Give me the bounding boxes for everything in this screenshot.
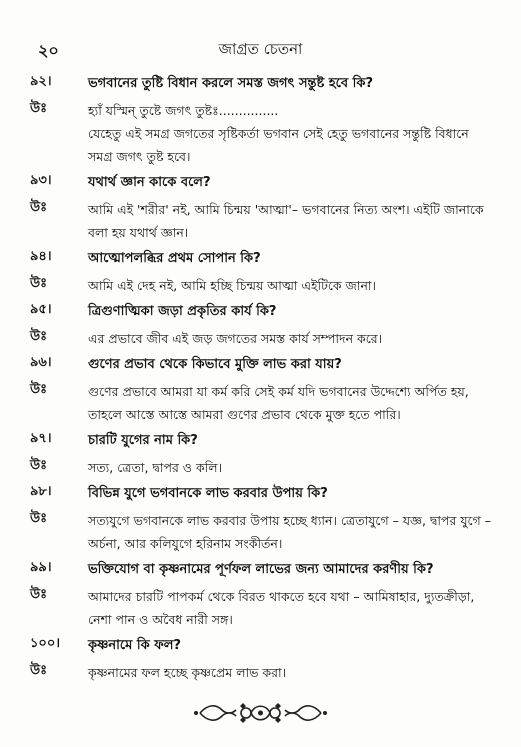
page-number: ২০ xyxy=(38,41,59,60)
question-row xyxy=(0,171,521,195)
answer-label: উঃ xyxy=(30,458,48,473)
question-number: ৯৯। xyxy=(30,560,52,575)
answer-label: উঃ xyxy=(30,663,48,678)
answer-label: উঃ xyxy=(30,101,48,116)
answer-text: কৃষ্ণনামের ফল হচ্ছে কৃষ্ণপ্রেম লাভ করা। xyxy=(88,665,287,680)
answer-row xyxy=(0,198,521,244)
answer-row xyxy=(0,327,521,350)
question-text: ত্রিগুণাত্মিকা জড়া প্রকৃতির কার্য কি? xyxy=(88,304,277,319)
page-header xyxy=(0,38,521,64)
answer-label: উঃ xyxy=(30,200,48,215)
question-row xyxy=(0,429,521,453)
answer-text: এর প্রভাবে জীব এই জড় জগতের সমস্ত কার্য সম্পাদন করে। xyxy=(88,331,383,346)
question-text: চারটি যুগের নাম কি? xyxy=(88,433,198,448)
answer-text: সত্য, ত্রেতা, দ্বাপর ও কলি। xyxy=(88,460,223,475)
question-row xyxy=(0,634,521,658)
question-number: ৯২। xyxy=(30,74,52,89)
answer-text: আমাদের চারটি পাপকর্ম থেকে বিরত থাকতে হবে যথা – আমিষাহার, দ্যুতক্রীড়া, নেশা পান ও অবৈধ নারী সঙ্গ। xyxy=(88,589,475,627)
question-number: ৯৭। xyxy=(30,431,52,446)
answer-text: সত্যযুগে ভগবানকে লাভ করবার উপায় হচ্ছে ধ্যান। ত্রেতাযুগে – যজ্ঞ, দ্বাপর যুগে – অর্চনা, আর কলিযুগে হরিনাম সংকীর্তন। xyxy=(88,513,491,551)
question-text: কৃষ্ণনামে কি ফল? xyxy=(88,638,181,653)
question-text: ভগবানের তুষ্টি বিধান করলে সমস্ত জগৎ সন্তুষ্ট হবে কি? xyxy=(88,76,373,91)
qa-list xyxy=(0,72,521,687)
question-row xyxy=(0,482,521,506)
answer-label: উঃ xyxy=(30,276,48,291)
question-text: বিভিন্ন যুগে ভগবানকে লাভ করবার উপায় কি? xyxy=(88,486,328,501)
answer-row xyxy=(0,380,521,426)
answer-row xyxy=(0,661,521,684)
answer-row xyxy=(0,585,521,631)
answer-row xyxy=(0,509,521,555)
answer-text: গুণের প্রভাবে আমরা যা কর্ম করি সেই কর্ম যদি ভগবানের উদ্দেশ্যে অর্পিত হয়, তাহলে আস্তে আস্তে আমরা গুণের প্রভাব থেকে মুক্ত হতে পারি। xyxy=(88,384,469,422)
answer-label: উঃ xyxy=(30,587,48,602)
question-number: ১০০। xyxy=(30,636,60,651)
question-row xyxy=(0,558,521,582)
answer-label: উঃ xyxy=(30,382,48,397)
question-number: ৯৫। xyxy=(30,302,52,317)
decorative-flourish-icon xyxy=(0,700,521,726)
question-text: ভক্তিযোগ বা কৃষ্ণনামের পূর্ণফল লাভের জন্য আমাদের করণীয় কি? xyxy=(88,562,434,577)
question-number: ৯৮। xyxy=(30,484,52,499)
answer-row xyxy=(0,456,521,479)
question-row xyxy=(0,300,521,324)
question-row xyxy=(0,353,521,377)
question-text: গুণের প্রভাব থেকে কিভাবে মুক্তি লাভ করা যায়? xyxy=(88,357,342,372)
page-title: জাগ্রত চেতনা xyxy=(218,40,303,58)
question-text: যথার্থ জ্ঞান কাকে বলে? xyxy=(88,175,211,190)
question-text: আত্মোপলব্ধির প্রথম সোপান কি? xyxy=(88,251,261,266)
answer-text: আমি এই দেহ নই, আমি হচ্ছি চিন্ময় আত্মা এইটিকে জানা। xyxy=(88,278,377,293)
question-number: ৯৩। xyxy=(30,173,52,188)
answer-row xyxy=(0,99,521,168)
answer-text: হ্যাঁ যস্মিন্ তুষ্টে জগৎ তুষ্টঃ............... যেহেতু এই সমগ্র জগতের সৃষ্টিকর্তা ভগবান সেই হেতু ভগবানের সন্তুষ্টি বিধানে সমগ্র জগৎ তুষ্ট হবে। xyxy=(88,103,469,164)
answer-label: উঃ xyxy=(30,329,48,344)
question-row xyxy=(0,247,521,271)
question-number: ৯৪। xyxy=(30,249,52,264)
question-number: ৯৬। xyxy=(30,355,52,370)
answer-row xyxy=(0,274,521,297)
answer-text: আমি এই 'শরীর' নই, আমি চিন্ময় 'আত্মা'– ভগবানের নিত্য অংশ। এইটি জানাকে বলা হয় যথার্থ জ্ঞান। xyxy=(88,202,484,240)
question-row xyxy=(0,72,521,96)
answer-label: উঃ xyxy=(30,511,48,526)
